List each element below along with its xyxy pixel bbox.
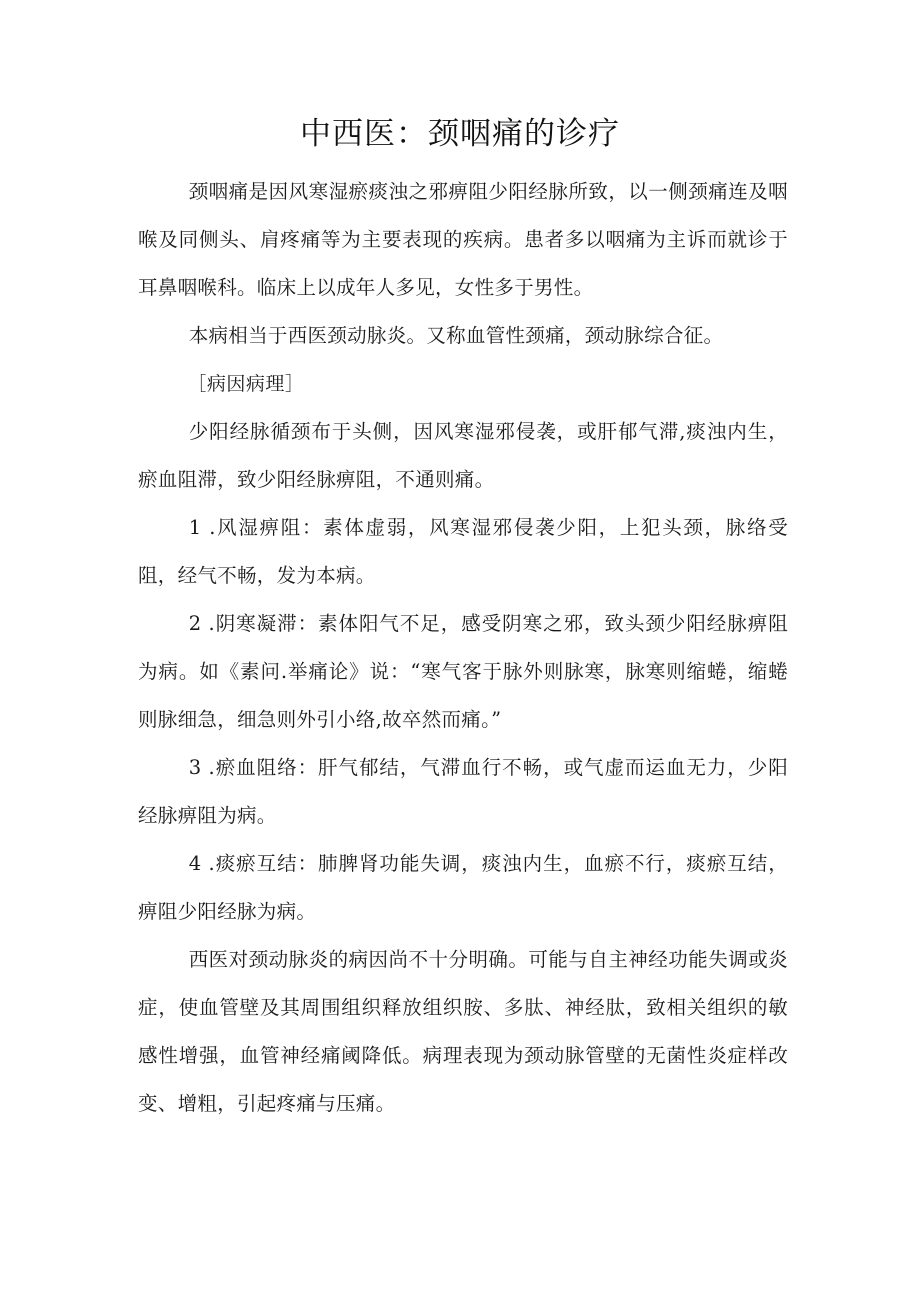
- western-etiology-paragraph: 西医对颈动脉炎的病因尚不十分明确。可能与自主神经功能失调或炎症，使血管壁及其周围组织释放组织胺、多肽、神经肽，致相关组织的敏感性增强，血管神经痛阈降低。病理表现为颈动脉管壁的无菌性炎症样改变、增粗，引起疼痛与压痛。: [138, 948, 788, 1115]
- etiology-item-3: 3 .瘀血阻络：肝气郁结，气滞血行不畅，或气虚而运血无力，少阳经脉痹阻为病。: [138, 756, 788, 827]
- etiology-overview-paragraph: 少阳经脉循颈布于头侧，因风寒湿邪侵袭，或肝郁气滞,痰浊内生，瘀血阻滞，致少阳经脉痹阻，不通则痛。: [138, 420, 788, 491]
- intro-paragraph: 颈咽痛是因风寒湿瘀痰浊之邪痹阻少阳经脉所致，以一侧颈痛连及咽喉及同侧头、肩疼痛等为主要表现的疾病。患者多以咽痛为主诉而就诊于耳鼻咽喉科。临床上以成年人多见，女性多于男性。: [138, 180, 788, 299]
- document-body: [138, 168, 788, 1128]
- etiology-item-2: 2 .阴寒凝滞：素体阳气不足，感受阴寒之邪，致头颈少阳经脉痹阻为病。如《素问.举痛论》说：“寒气客于脉外则脉寒，脉寒则缩蜷，缩蜷则脉细急，细急则外引小络,故卒然而痛。”: [138, 612, 788, 731]
- section-heading-etiology: ［病因病理］: [187, 373, 305, 395]
- etiology-item-1: 1 .风湿痹阻：素体虚弱，风寒湿邪侵袭少阳，上犯头颈，脉络受阻，经气不畅，发为本病。: [138, 516, 788, 587]
- etiology-item-4: 4 .痰瘀互结：肺脾肾功能失调，痰浊内生，血瘀不行，痰瘀互结，痹阻少阳经脉为病。: [138, 852, 788, 923]
- page-title: 中西医：颈咽痛的诊疗: [300, 116, 620, 152]
- western-equivalent-paragraph: 本病相当于西医颈动脉炎。又称血管性颈痛，颈动脉综合征。: [188, 324, 724, 347]
